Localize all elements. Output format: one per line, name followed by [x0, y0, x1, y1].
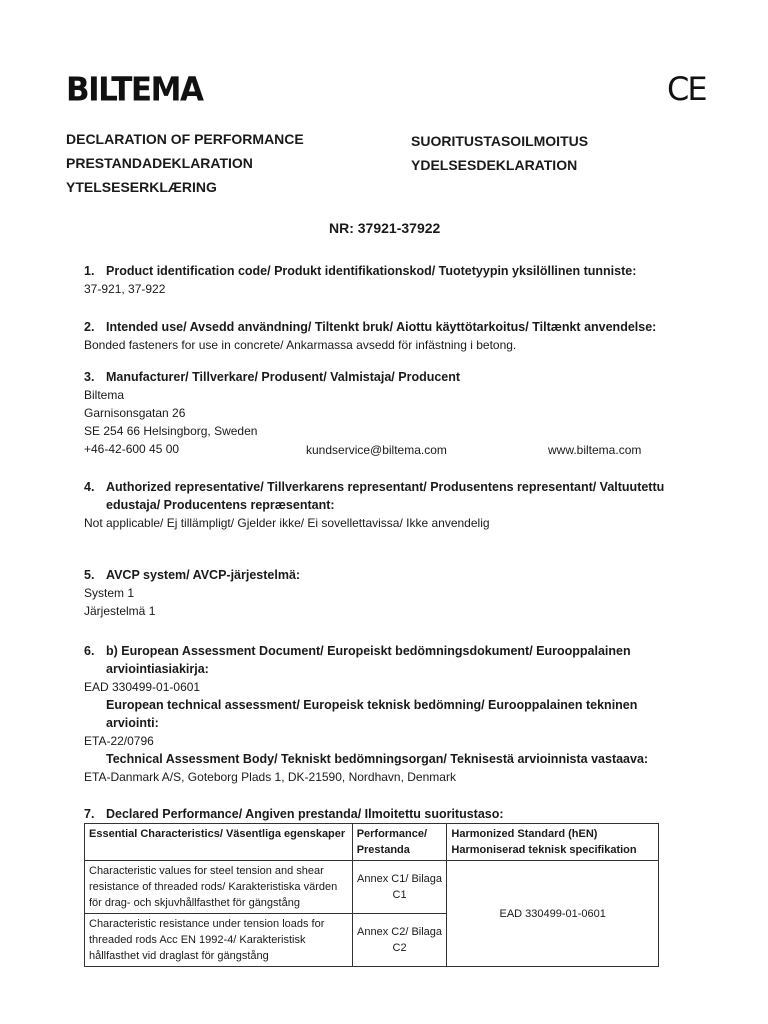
eta-heading-continued: arviointi:: [106, 716, 159, 730]
document-titles-left: [66, 127, 304, 199]
document-titles-right: [411, 129, 588, 177]
section-7: [84, 805, 684, 823]
table-header-row: [85, 824, 659, 861]
manufacturer-email: kundservice@biltema.com: [306, 443, 447, 457]
section-heading: 5. AVCP system/ AVCP-järjestelmä:: [84, 568, 301, 582]
section-1: [84, 262, 684, 298]
section-heading-continued: arviointiasiakirja:: [106, 662, 209, 676]
title-line: YDELSESDEKLARATION: [411, 157, 578, 173]
section-heading-continued: edustaja/ Producentens repræsentant:: [106, 498, 335, 512]
tab-heading: Technical Assessment Body/ Tekniskt bedömningsorgan/ Teknisestä arvioinnista vastaava:: [106, 752, 649, 766]
table-cell-characteristic: Characteristic values for steel tension and shear resistance of threaded rods/ Karakteristiska värden för drag- och skjuvhållfasthet för gängstång: [85, 861, 353, 914]
section-6: [84, 642, 684, 786]
table-cell-characteristic: Characteristic resistance under tension loads for threaded rods Acc EN 1992-4/ Karakteristisk hållfasthet vid draglast för gängstång: [85, 914, 353, 967]
section-2: [84, 318, 684, 354]
manufacturer-website: www.biltema.com: [548, 443, 642, 457]
section-value: Not applicable/ Ej tillämpligt/ Gjelder ikke/ Ei sovellettavissa/ Ikke anvendelig: [84, 516, 490, 530]
eta-heading: European technical assessment/ Europeisk teknisk bedömning/ Eurooppalainen tekninen: [106, 698, 638, 712]
title-line: DECLARATION OF PERFORMANCE: [66, 131, 304, 147]
table-cell-standard: EAD 330499-01-0601: [447, 861, 659, 967]
manufacturer-city: SE 254 66 Helsingborg, Sweden: [84, 424, 258, 438]
tab-value: ETA-Danmark A/S, Goteborg Plads 1, DK-21590, Nordhavn, Denmark: [84, 770, 456, 784]
section-heading: 2. Intended use/ Avsedd användning/ Tiltenkt bruk/ Aiottu käyttötarkoitus/ Tiltænkt anvendelse:: [84, 320, 657, 334]
table-header: Harmonized Standard (hEN) Harmoniserad teknisk specifikation: [447, 824, 659, 861]
section-4: [84, 478, 684, 532]
section-heading: 4. Authorized representative/ Tillverkarens representant/ Produsentens representant/ Valtuutettu: [84, 480, 665, 494]
title-line: PRESTANDADEKLARATION: [66, 155, 253, 171]
section-5: [84, 566, 684, 620]
declared-performance-table: [84, 823, 659, 967]
manufacturer-street: Garnisonsgatan 26: [84, 406, 186, 420]
section-heading: 3. Manufacturer/ Tillverkare/ Produsent/ Valmistaja/ Producent: [84, 370, 461, 384]
eta-number: ETA-22/0796: [84, 734, 154, 748]
title-line: YTELSESERKLÆRING: [66, 179, 217, 195]
manufacturer-phone: +46-42-600 45 00: [84, 442, 180, 456]
manufacturer-name: Biltema: [84, 388, 125, 402]
table-row: [85, 861, 659, 914]
table-cell-performance: Annex C1/ Bilaga C1: [352, 861, 447, 914]
biltema-logo: BILTEMA: [66, 71, 203, 109]
avcp-system-line: System 1: [84, 586, 135, 600]
declaration-number: NR: 37921-37922: [329, 220, 441, 236]
section-value: Bonded fasteners for use in concrete/ Ankarmassa avsedd för infästning i betong.: [84, 338, 517, 352]
table-header: Essential Characteristics/ Väsentliga egenskaper: [85, 824, 353, 861]
section-value: 37-921, 37-922: [84, 282, 166, 296]
title-line: SUORITUSTASOILMOITUS: [411, 133, 589, 149]
section-heading: 6. b) European Assessment Document/ Europeiskt bedömningsdokument/ Eurooppalainen: [84, 644, 631, 658]
table-cell-performance: Annex C2/ Bilaga C2: [352, 914, 447, 967]
avcp-system-line: Järjestelmä 1: [84, 604, 156, 618]
ead-number: EAD 330499-01-0601: [84, 680, 201, 694]
section-heading: 7. Declared Performance/ Angiven prestanda/ Ilmoitettu suoritustaso:: [84, 807, 504, 821]
table-header: Performance/ Prestanda: [352, 824, 447, 861]
section-heading: 1. Product identification code/ Produkt identifikationskod/ Tuotetyypin yksilöllinen tunniste:: [84, 264, 637, 278]
ce-mark-icon: CE: [667, 70, 706, 108]
